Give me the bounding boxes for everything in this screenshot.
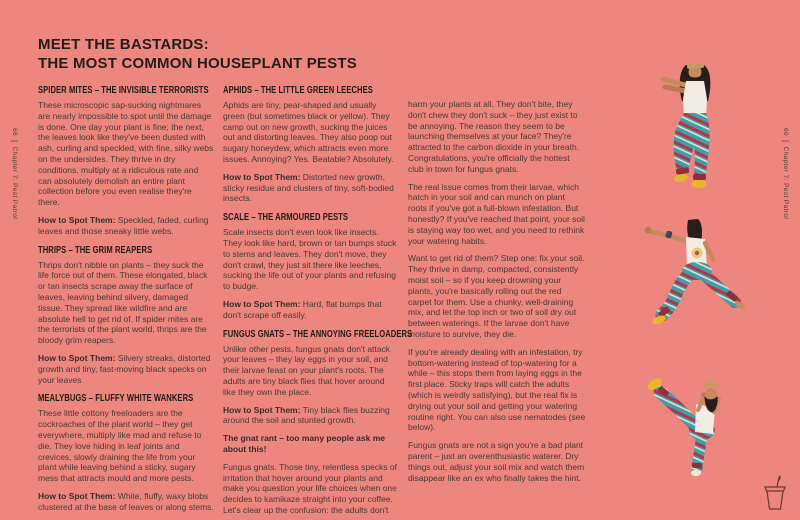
- section-heading: SCALE – THE ARMOURED PESTS: [223, 212, 349, 224]
- page-content: [38, 36, 586, 520]
- section-heading: APHIDS – THE LITTLE GREEN LEECHES: [223, 85, 373, 96]
- title-line-1: MEET THE BASTARDS:: [38, 36, 209, 53]
- spot-paragraph: [223, 405, 399, 427]
- continued-paragraph: Want to get rid of them? Step one: fix your soil. They thrive in damp, compacted, consistently moist soil – so if you keep drowning your plants, you're basically rolling out the red carpet for them. Use a chunky, well-draining mix, and let the top inch or two of soil dry out between waterings. If the larvae don't have moisture to survive, they die.: [408, 253, 585, 339]
- continued-paragraph: The real issue comes from their larvae, which hatch in your soil and can munch on plant roots if you've got a full-blown infestation. But honestly? If you've reached that point, your soil is staying way too wet, and you need to rethink your watering habits.: [408, 181, 585, 246]
- chapter-label: Chapter 7: Pest Patrol: [782, 146, 789, 220]
- spot-paragraph: [223, 172, 399, 204]
- spot-text: Silvery streaks, distorted growth and tiny, fast-moving black specks on your leaves: [38, 352, 211, 385]
- text-columns: [38, 85, 586, 520]
- spot-paragraph: [38, 215, 214, 237]
- section-mealybugs: [38, 393, 214, 512]
- continued-paragraph: harm your plants at all. They don't bite, they don't chew they don't suck – they just exist to be annoying. The reason they seem to be launching themselves at your face? They're attracted to the carbon dioxide in your breath. Congratulations, you're officially the hottest club in town for fungus gnats.: [408, 99, 580, 174]
- chapter-label: Chapter 7: Pest Patrol: [11, 146, 18, 220]
- spot-text: Tiny black flies buzzing around the soil and stunted growth.: [223, 404, 390, 426]
- spot-text: White, fluffy, waxy blobs clustered at the base of leaves or along stems.: [38, 490, 214, 512]
- spot-label: How to Spot Them:: [38, 490, 116, 501]
- section-body: These little cottony freeloaders are the cockroaches of the plant world – they get everywhere, multiply like mad and refuse to die. They love hiding in leaf joints and crevices, slowly draining the life from your plant while leaving behind a sticky, sugary mess that attracts mould and more pests.: [38, 408, 202, 484]
- spot-label: How to Spot Them:: [38, 352, 116, 363]
- section-spider-mites: [38, 85, 214, 237]
- left-page-number: 68: [11, 128, 18, 137]
- title-line-2: THE MOST COMMON HOUSEPLANT PESTS: [38, 54, 357, 72]
- spot-paragraph: [38, 353, 214, 385]
- folio-separator: |: [781, 140, 790, 143]
- page-title: [38, 36, 586, 73]
- spot-paragraph: [223, 299, 399, 321]
- section-heading: MEALYBUGS – FLUFFY WHITE WANKERS: [38, 393, 194, 405]
- continued-paragraph: Fungus gnats are not a sign you're a bad plant parent – just an overenthusiastic waterer. Dry things out, adjust your soil mix and watch them disappear like an ex who finally takes the hint.: [408, 440, 585, 483]
- section-body: Scale insects don't even look like insects. They look like hard, brown or tan bumps stuck to stems and leaves. They don't move, they don't crawl, they just sit there like leeches, sucking the life out of your plants and refusing to budge.: [223, 227, 397, 292]
- photo-bearded-man-high-kick: [640, 368, 750, 488]
- gnat-rant-heading: The gnat rant – too many people ask me about this!: [223, 433, 386, 454]
- right-folio-label: [781, 128, 790, 219]
- spot-text: Speckled, faded, curling leaves and those sneaky little webs.: [38, 214, 209, 236]
- section-thrips: [38, 245, 214, 386]
- left-folio-label: [10, 128, 19, 219]
- spot-paragraph: [38, 491, 214, 513]
- column-2: [223, 85, 413, 520]
- section-body: Aphids are tiny, pear-shaped and usually green (but sometimes black or yellow). They camp out on new growth, sucking the juices out and distorting leaves. They also poop out sugary honeydew, which attracts even more issues. Annoying? Yes. Beatable? Absolutely.: [223, 100, 394, 164]
- folio-separator: |: [10, 140, 19, 143]
- section-scale: [223, 212, 399, 320]
- spot-label: How to Spot Them:: [38, 214, 116, 225]
- section-body: Thrips don't nibble on plants – they suck the life force out of them. These elongated, black or tan insects scrape away the surface of leaves, leaving behind silvery, damaged tissue. They spread like wildfire and are absolute hell to get rid of. If spider mites are the terrorists of the plant world, thrips are the bloody grim reapers.: [38, 259, 208, 346]
- section-fungus-gnats: [223, 328, 413, 516]
- photo-bearded-man-dance-pose: [640, 55, 740, 208]
- section-body: Unlike other pests, fungus gnats don't attack your leaves – they lay eggs in your soil, and their larvae feast on your plant's roots. The adults are tiny black flies that hover around like they own the place.: [223, 343, 390, 397]
- section-heading: SPIDER MITES – THE INVISIBLE TERRORISTS: [38, 85, 209, 96]
- spot-text: Hard, flat bumps that don't scrape off easily.: [223, 298, 382, 320]
- spot-label: How to Spot Them:: [223, 171, 301, 182]
- column-3: [408, 85, 586, 520]
- plant-pot-icon: [760, 474, 790, 517]
- section-body: These microscopic sap-sucking nightmares are nearly impossible to spot until the damage is done. One day your plant is fine; the next, the leaves look like they've been dusted with ash, curling and speckled, with fine, silky webs on the undersides. They thrive in dry conditions, multiply at a ridiculous rate and can absolutely demolish an entire plant collection before you even realise they're there.: [38, 100, 214, 208]
- right-page-number: 69: [782, 128, 789, 137]
- column-1: [38, 85, 214, 520]
- section-heading: THRIPS – THE GRIM REAPERS: [38, 244, 153, 256]
- spot-label: How to Spot Them:: [223, 404, 301, 415]
- section-aphids: [223, 85, 399, 204]
- spot-label: How to Spot Them:: [223, 298, 301, 309]
- spot-text: Distorted new growth, sticky residue and clusters of tiny, soft-bodied insects.: [223, 171, 394, 204]
- photo-bearded-man-lunge-punch: [638, 215, 753, 342]
- section-heading: FUNGUS GNATS – THE ANNOYING FREELOADERS: [223, 328, 413, 340]
- gnat-rant-body: Fungus gnats. Those tiny, relentless specks of irritation that hover around your plants and make you question your life choices when one decides to kamikaze straight into your coffee. Let's clear up the confusion: the adults don't: [223, 461, 398, 515]
- continued-paragraph: If you're already dealing with an infestation, try bottom-watering instead of top-watering for a while – this stops them from laying eggs in the first place. Sticky traps will catch the adults (which is weirdly satisfying), but the real fix is drying out your soil and getting your watering routine right. You can also use nematodes (see below).: [408, 346, 586, 433]
